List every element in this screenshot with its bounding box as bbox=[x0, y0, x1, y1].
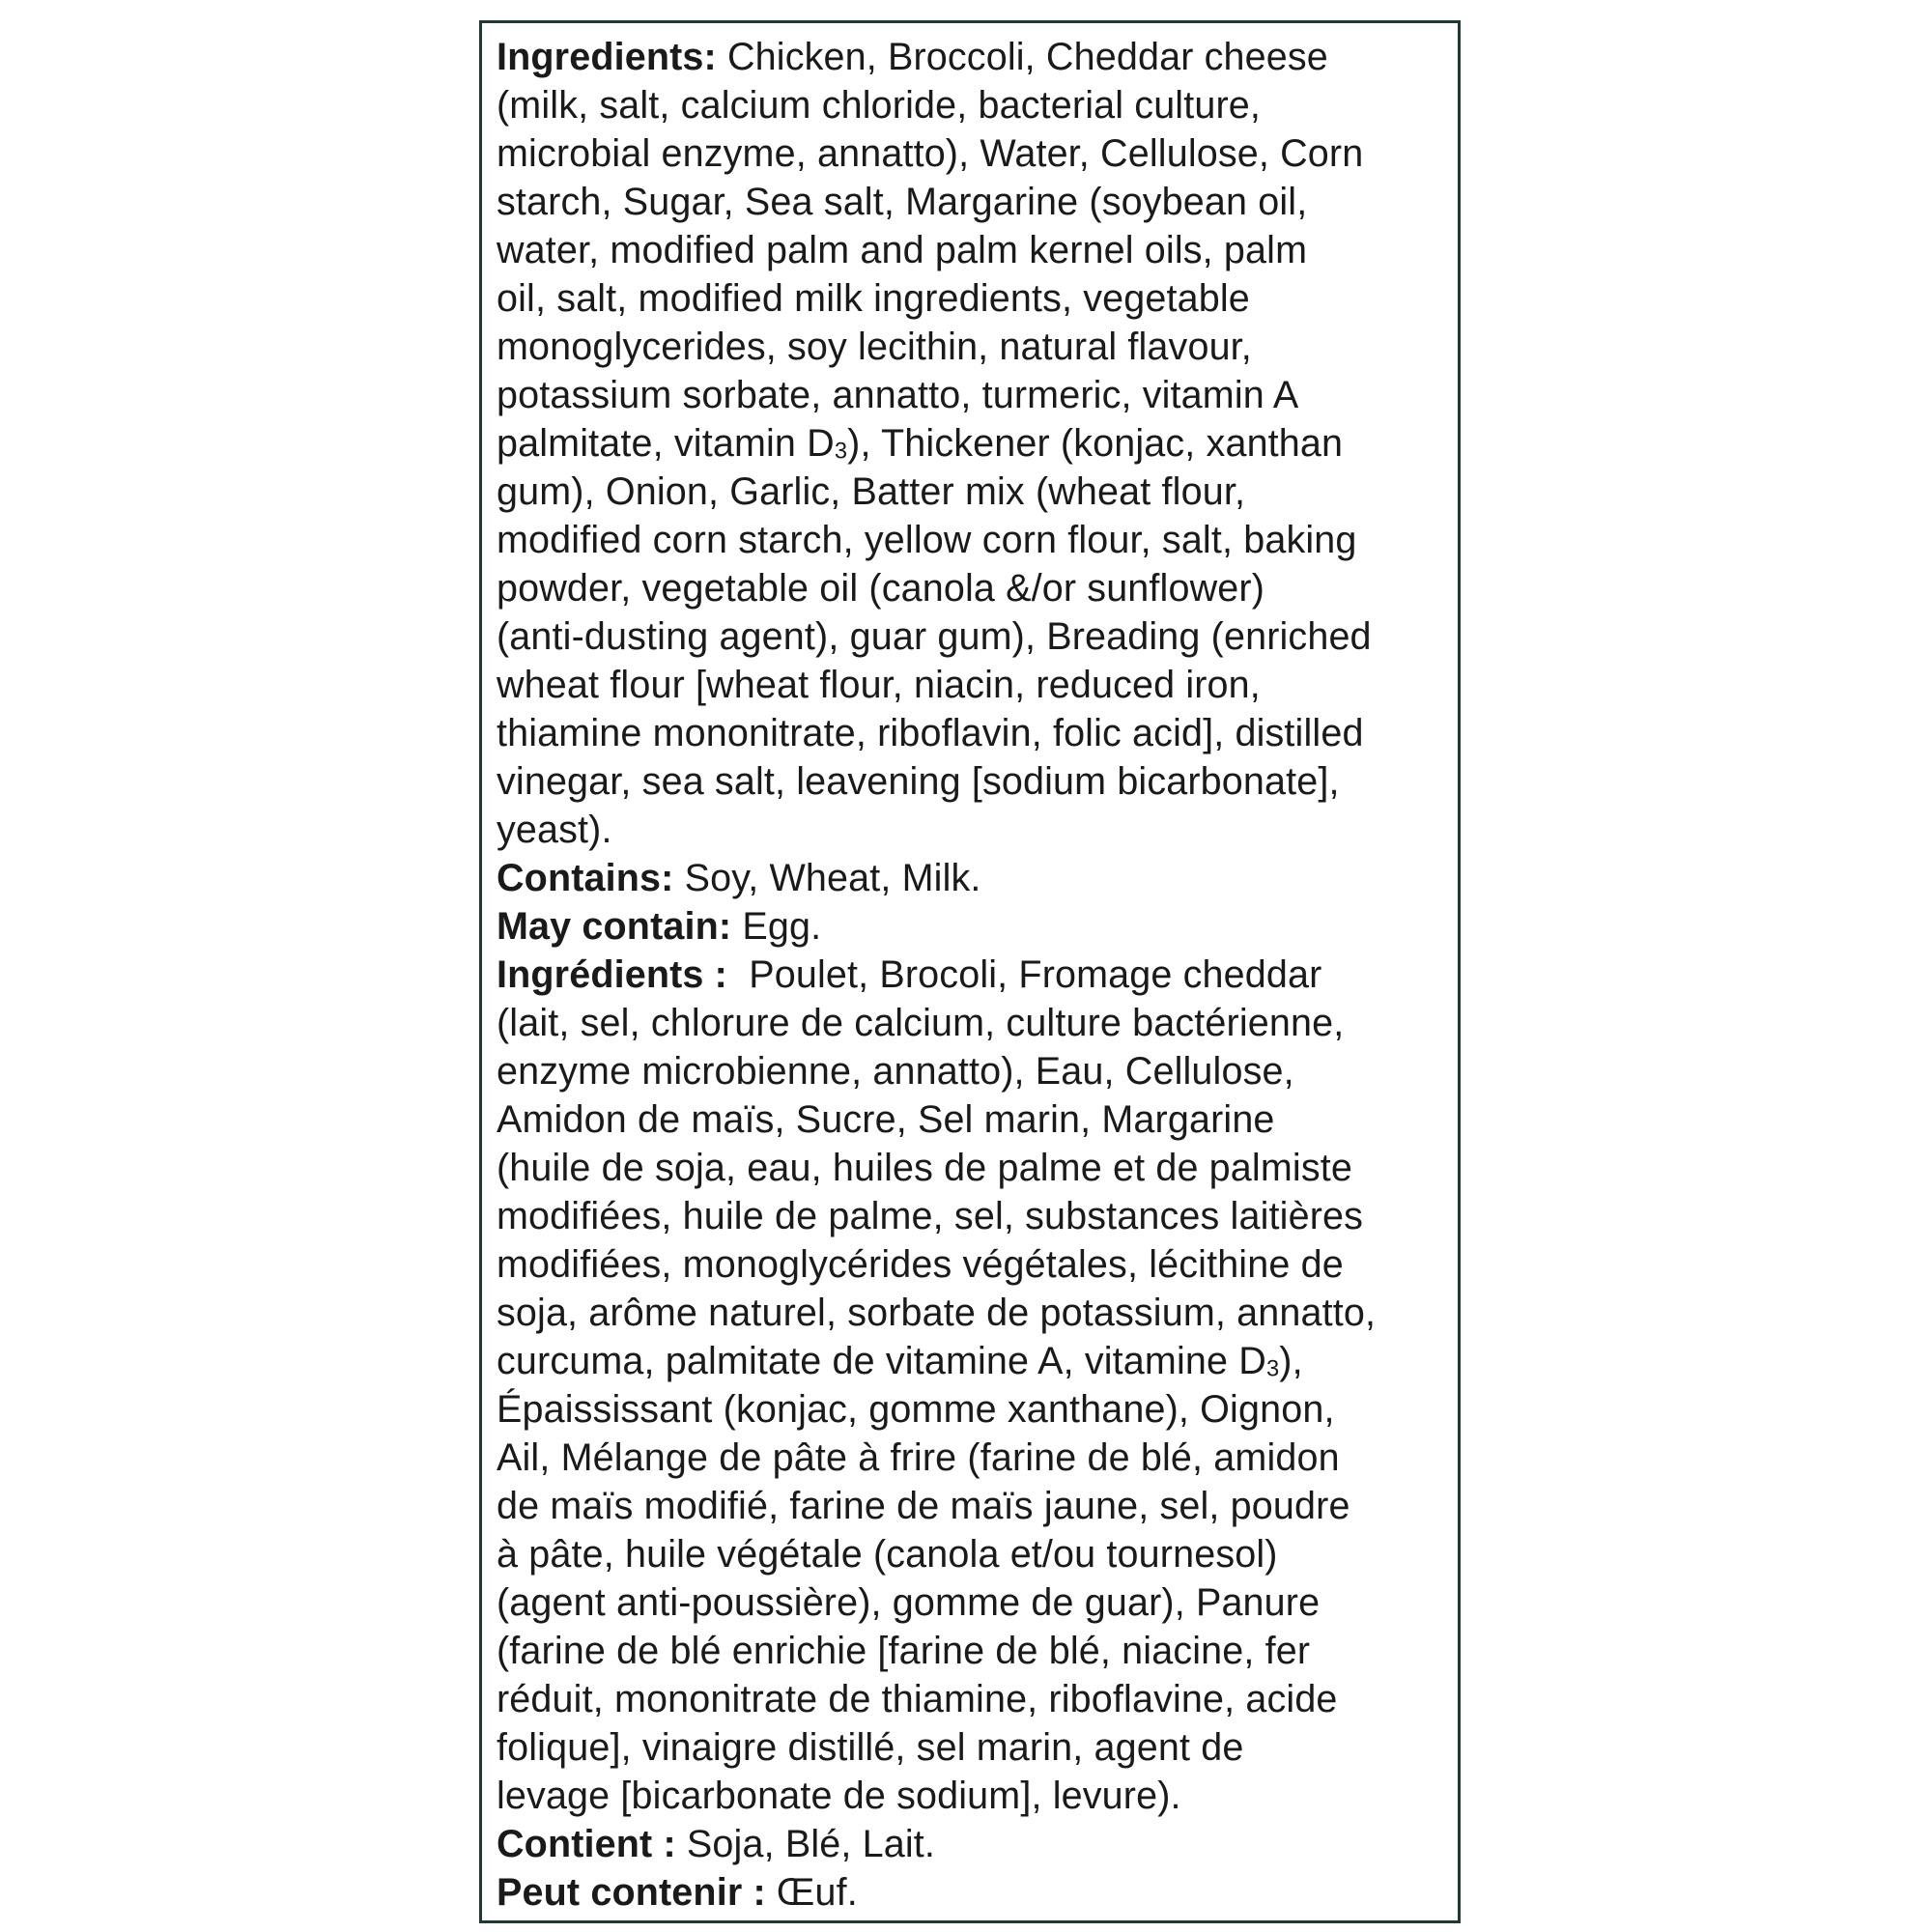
fr-ingredients-line: (lait, sel, chlorure de calcium, culture bactérienne, bbox=[497, 1002, 1345, 1044]
fr-ingredients-line: (farine de blé enrichie [farine de blé, niacine, fer bbox=[497, 1630, 1311, 1672]
en-ingredients-line bbox=[497, 33, 1453, 81]
ingredients-text-block bbox=[497, 33, 1453, 1917]
fr-may-contain-heading: Peut contenir : bbox=[497, 1871, 766, 1914]
fr-may-contain-line bbox=[497, 1868, 1453, 1917]
en-ingredients-line: powder, vegetable oil (canola &/or sunflower) bbox=[497, 567, 1264, 610]
en-ingredients-line: (milk, salt, calcium chloride, bacterial culture, bbox=[497, 84, 1262, 127]
fr-ingredients-line: réduit, mononitrate de thiamine, riboflavine, acide bbox=[497, 1678, 1338, 1720]
fr-ingredients-line: Épaississant (konjac, gomme xanthane), Oignon, bbox=[497, 1388, 1335, 1431]
en-ingredients-line bbox=[497, 419, 1453, 468]
en-ingredients-line: thiamine mononitrate, riboflavin, folic acid], distilled bbox=[497, 712, 1364, 754]
fr-ingredients-heading: Ingrédients : bbox=[497, 953, 727, 996]
en-ingredients-line: vinegar, sea salt, leavening [sodium bicarbonate], bbox=[497, 760, 1340, 803]
ingredients-label-panel bbox=[479, 20, 1461, 1923]
fr-ingredients-text: curcuma, palmitate de vitamine A, vitamine D bbox=[497, 1340, 1266, 1382]
en-vitamin-d-subscript: 3 bbox=[834, 439, 848, 465]
fr-contains-value: Soja, Blé, Lait. bbox=[675, 1823, 936, 1865]
fr-ingredients-text: ), bbox=[1279, 1340, 1303, 1382]
fr-ingredients-line bbox=[497, 951, 1453, 999]
fr-ingredients-line: enzyme microbienne, annatto), Eau, Cellulose, bbox=[497, 1050, 1294, 1093]
en-ingredients-line: potassium sorbate, annatto, turmeric, vitamin A bbox=[497, 374, 1299, 416]
en-ingredients-line: modified corn starch, yellow corn flour, salt, baking bbox=[497, 519, 1357, 561]
fr-may-contain-value: Œuf. bbox=[765, 1871, 858, 1914]
fr-ingredients-text: Poulet, Brocoli, Fromage cheddar bbox=[726, 953, 1322, 996]
fr-ingredients-line: (agent anti-poussière), gomme de guar), Panure bbox=[497, 1581, 1321, 1624]
fr-contains-heading: Contient : bbox=[497, 1823, 676, 1865]
en-ingredients-line: yeast). bbox=[497, 809, 612, 851]
fr-ingredients-line: Amidon de maïs, Sucre, Sel marin, Margarine bbox=[497, 1098, 1275, 1141]
fr-ingredients-line: folique], vinaigre distillé, sel marin, agent de bbox=[497, 1726, 1244, 1769]
en-ingredients-line: starch, Sugar, Sea salt, Margarine (soybean oil, bbox=[497, 181, 1308, 223]
fr-ingredients-line: soja, arôme naturel, sorbate de potassium, annatto, bbox=[497, 1292, 1377, 1334]
en-ingredients-line: microbial enzyme, annatto), Water, Cellulose, Corn bbox=[497, 132, 1364, 175]
en-ingredients-line: monoglycerides, soy lecithin, natural flavour, bbox=[497, 326, 1252, 368]
fr-vitamin-d-subscript: 3 bbox=[1265, 1356, 1280, 1382]
en-ingredients-line: wheat flour [wheat flour, niacin, reduced iron, bbox=[497, 664, 1261, 706]
en-ingredients-text: Chicken, Broccoli, Cheddar cheese bbox=[716, 36, 1328, 78]
fr-ingredients-line: Ail, Mélange de pâte à frire (farine de blé, amidon bbox=[497, 1436, 1340, 1479]
fr-ingredients-line: (huile de soja, eau, huiles de palme et de palmiste bbox=[497, 1147, 1352, 1189]
en-may-contain-line bbox=[497, 902, 1453, 951]
en-ingredients-text: ), Thickener (konjac, xanthan bbox=[847, 422, 1344, 465]
fr-ingredients-line: modifiées, monoglycérides végétales, lécithine de bbox=[497, 1243, 1344, 1286]
fr-ingredients-line: modifiées, huile de palme, sel, substances laitières bbox=[497, 1195, 1364, 1237]
en-ingredients-heading: Ingredients: bbox=[497, 36, 717, 78]
fr-contains-line bbox=[497, 1820, 1453, 1868]
en-ingredients-line: water, modified palm and palm kernel oils, palm bbox=[497, 229, 1308, 271]
fr-ingredients-line: de maïs modifié, farine de maïs jaune, sel, poudre bbox=[497, 1485, 1350, 1527]
en-ingredients-line: oil, salt, modified milk ingredients, vegetable bbox=[497, 277, 1250, 320]
en-ingredients-line: gum), Onion, Garlic, Batter mix (wheat flour, bbox=[497, 470, 1246, 513]
en-contains-value: Soy, Wheat, Milk. bbox=[673, 857, 981, 899]
en-may-contain-value: Egg. bbox=[731, 905, 822, 948]
en-ingredients-line: (anti-dusting agent), guar gum), Breading (enriched bbox=[497, 615, 1372, 658]
en-contains-line bbox=[497, 854, 1453, 902]
fr-ingredients-line: à pâte, huile végétale (canola et/ou tournesol) bbox=[497, 1533, 1278, 1576]
en-ingredients-text: palmitate, vitamin D bbox=[497, 422, 835, 465]
fr-ingredients-line bbox=[497, 1337, 1453, 1385]
en-contains-heading: Contains: bbox=[497, 857, 674, 899]
fr-ingredients-line: levage [bicarbonate de sodium], levure). bbox=[497, 1775, 1181, 1817]
en-may-contain-heading: May contain: bbox=[497, 905, 732, 948]
